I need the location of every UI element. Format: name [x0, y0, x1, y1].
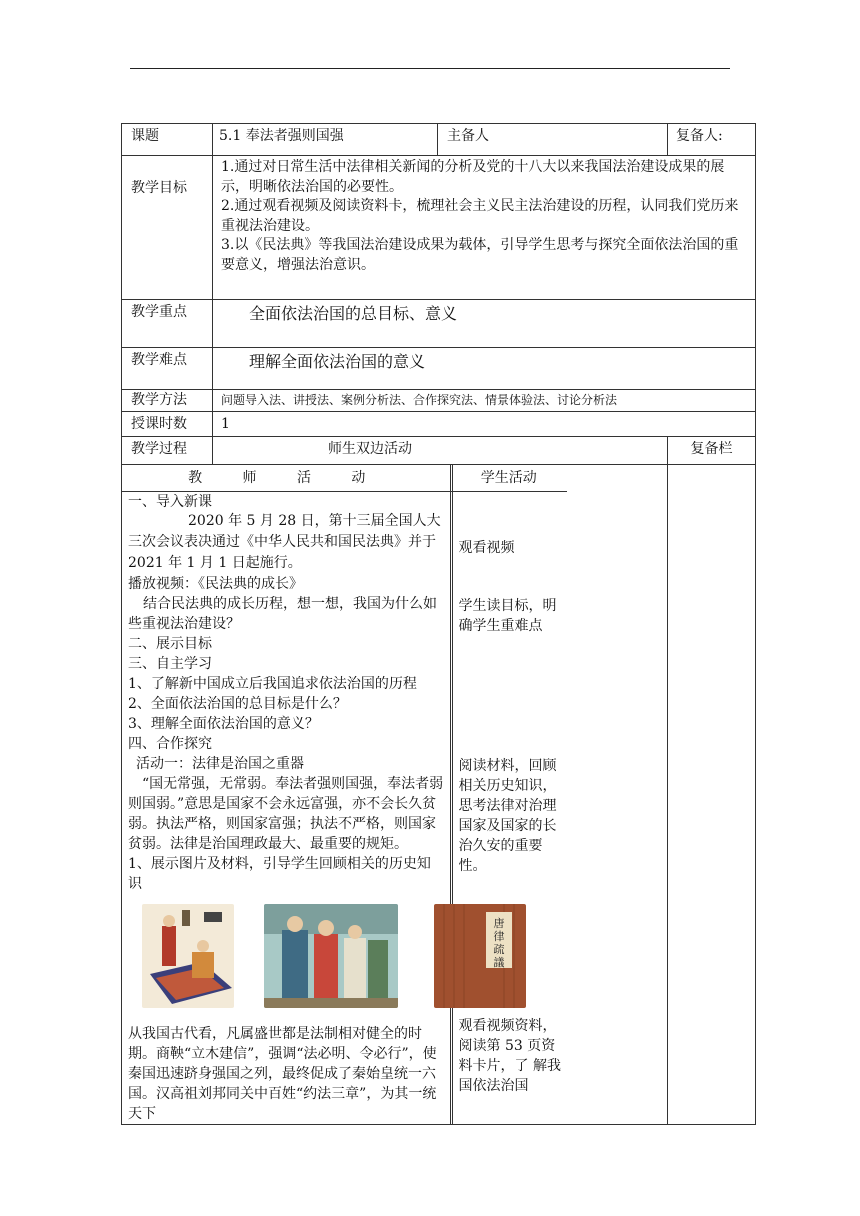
process-label: 教学过程 [122, 437, 213, 465]
section-heading: 二、展示目标 [128, 636, 212, 652]
svg-text:疏: 疏 [493, 943, 505, 956]
court-scene-illustration [142, 904, 234, 1008]
student-header: 学生活动 [450, 465, 567, 492]
teacher-header: 教 师 活 动 [122, 465, 450, 492]
objectives-content [213, 156, 756, 300]
activity-header-row [122, 465, 567, 492]
hours-value: 1 [213, 412, 756, 437]
student-note: 观看视频资料，阅读第 53 页资料卡片，了 解我国依法治国 [458, 1018, 561, 1094]
reviser-label: 复备人: [668, 124, 756, 156]
header-rule [130, 68, 730, 69]
svg-text:律: 律 [493, 930, 505, 943]
row-methods [122, 390, 756, 412]
objectives-label: 教学目标 [122, 156, 213, 300]
history-images [128, 894, 505, 1024]
objective-item: 3.以《民法典》等我国法治建设成果为载体，引导学生思考与探究全面依法治国的重要意义，增强法治意识。 [221, 237, 739, 273]
activity-header: 师生双边活动 [213, 437, 668, 465]
section-heading: 三、自主学习 [128, 656, 212, 672]
paragraph: 从我国古代看，凡属盛世都是法制相对健全的时期。商鞅“立木建信”，强调“法必明、令必行”，使秦国迅速跻身强国之列，最终促成了秦始皇统一六国。汉高祖刘邦同关中百姓“约法三章”，为其一统天下 [128, 1026, 437, 1122]
row-lesson [122, 124, 756, 156]
activity-title: 活动一：法律是治国之重器 [136, 756, 304, 772]
lesson-plan-table [121, 123, 756, 1125]
svg-text:議: 議 [493, 956, 505, 969]
list-item: 1、了解新中国成立后我国追求依法治国的历程 [128, 676, 417, 692]
activity-body-row [122, 492, 567, 1125]
difficulties-value: 理解全面依法治国的意义 [213, 348, 756, 390]
list-item: 2、全面依法治国的总目标是什么？ [128, 696, 347, 712]
row-objectives [122, 156, 756, 300]
row-key-points [122, 300, 756, 348]
preparer-label: 主备人 [438, 124, 668, 156]
lesson-title: 5.1 奉法者强则国强 [213, 124, 438, 156]
row-process-header [122, 437, 756, 465]
activity-table [122, 465, 567, 1124]
objective-item: 2.通过观看视频及阅读资料卡，梳理社会主义民主法治建设的历程，认同我们党历来重视法治建设。 [221, 198, 739, 234]
review-header: 复备栏 [668, 437, 756, 465]
row-hours [122, 412, 756, 437]
paragraph: 播放视频：《民法典的成长》 [128, 576, 303, 592]
student-note: 观看视频 [458, 540, 515, 556]
student-note: 学生读目标，明确学生重难点 [458, 598, 557, 634]
methods-label: 教学方法 [122, 390, 213, 412]
methods-value: 问题导入法、讲授法、案例分析法、合作探究法、情景体验法、讨论分析法 [213, 390, 756, 412]
review-column [668, 465, 756, 1125]
activity-area [122, 465, 561, 1125]
svg-text:唐: 唐 [493, 917, 505, 930]
paragraph: “国无常强，无常弱。奉法者强则国强，奉法者弱则国弱。”意思是国家不会永远富强，亦不会长久贫弱。执法严格，则国家富强；执法不严格，则国家贫弱。法律是治国理政最大、最重要的规矩。 [128, 776, 444, 852]
section-heading: 一、导入新课 [128, 494, 212, 510]
difficulties-label: 教学难点 [122, 348, 213, 390]
lesson-label: 课题 [122, 124, 213, 156]
objective-item: 1.通过对日常生活中法律相关新闻的分析及党的十八大以来我国法治建设成果的展示，明晰依法治国的必要性。 [221, 159, 725, 195]
row-process-body [122, 465, 756, 1125]
student-activity [450, 492, 567, 1125]
key-points-value: 全面依法治国的总目标、意义 [213, 300, 756, 348]
key-points-label: 教学重点 [122, 300, 213, 348]
list-item: 1、展示图片及材料，引导学生回顾相关的历史知识 [128, 856, 431, 892]
row-difficulties [122, 348, 756, 390]
student-note: 阅读材料，回顾相关历史知识，思考法律对治理国家及国家的长治久安的重要性。 [458, 758, 557, 874]
list-item: 3、理解全面依法治国的意义？ [128, 716, 319, 732]
historical-figures-illustration [264, 904, 398, 1008]
section-heading: 四、合作探究 [128, 736, 212, 752]
paragraph: 结合民法典的成长历程，想一想，我国为什么如些重视法治建设？ [128, 596, 437, 632]
hours-label: 授课时数 [122, 412, 213, 437]
paragraph: 2020 年 5 月 28 日，第十三届全国人大三次会议表决通过《中华人民共和国民法典》并于 2021 年 1 月 1 日起施行。 [128, 513, 441, 571]
